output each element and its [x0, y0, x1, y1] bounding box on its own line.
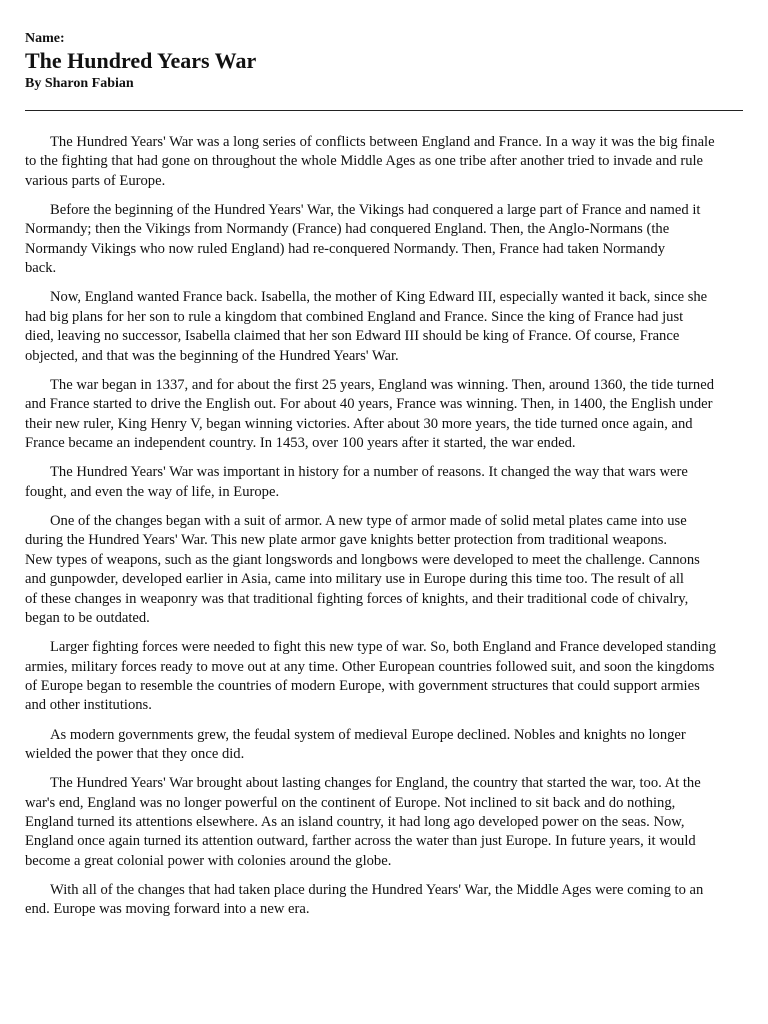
page-title: The Hundred Years War — [25, 48, 257, 73]
text-line: Larger fighting forces were needed to fight this new type of war. So, both England and France developed standing — [50, 639, 716, 656]
text-line: during the Hundred Years' War. This new plate armor gave knights better protection from traditional weapons. — [25, 532, 668, 549]
paragraph-9 — [25, 774, 743, 871]
paragraph-1 — [25, 133, 743, 191]
header-divider — [25, 110, 743, 111]
text-line: had big plans for her son to rule a kingdom that combined England and France. Since the king of France had just — [25, 308, 684, 325]
author-byline: By Sharon Fabian — [25, 76, 134, 91]
text-line: As modern governments grew, the feudal system of medieval Europe declined. Nobles and knights no longer — [50, 726, 686, 743]
text-line: war's end, England was no longer powerful on the continent of Europe. Not inclined to sit back and do nothing, — [25, 794, 676, 811]
text-line: and gunpowder, developed earlier in Asia, came into military use in Europe during this time too. The result of all — [25, 571, 684, 588]
text-line: become a great colonial power with colonies around the globe. — [25, 852, 392, 869]
text-line: The Hundred Years' War was a long series of conflicts between England and France. In a way it was the big finale — [50, 134, 715, 150]
text-line: of Europe began to resemble the countries of modern Europe, with government structures that could support armies — [25, 677, 700, 694]
text-line: France became an independent country. In 1453, over 100 years after it started, the war ended. — [25, 435, 576, 452]
paragraph-10 — [25, 881, 743, 920]
text-line: Before the beginning of the Hundred Years' War, the Vikings had conquered a large part of France and named it — [50, 202, 701, 219]
paragraph-8 — [25, 726, 743, 765]
text-line: Now, England wanted France back. Isabella, the mother of King Edward III, especially wanted it back, since she — [50, 289, 708, 306]
text-line: back. — [25, 260, 57, 277]
paragraph-4 — [25, 376, 743, 454]
paragraph-7 — [25, 638, 743, 716]
text-line: of these changes in weaponry was that traditional fighting forces of knights, and their traditional code of chivalry, — [25, 590, 689, 607]
text-line: and France started to drive the English out. For about 40 years, France was winning. Then, in 1400, the English under — [25, 396, 713, 413]
text-line: Normandy; then the Vikings from Normandy (France) had conquered England. Then, the Anglo-Normans (the — [25, 221, 670, 238]
text-line: to the fighting that had gone on throughout the whole Middle Ages as one tribe after another tried to invade and rule — [25, 153, 704, 170]
text-line: and other institutions. — [25, 697, 152, 714]
name-label: Name: — [25, 31, 65, 46]
text-line: objected, and that was the beginning of the Hundred Years' War. — [25, 347, 399, 364]
text-line: armies, military forces ready to move out at any time. Other European countries followed suit, and soon the kingdoms — [25, 658, 715, 675]
text-line: With all of the changes that had taken place during the Hundred Years' War, the Middle Ages were coming to an — [50, 881, 704, 898]
text-line: end. Europe was moving forward into a new era. — [25, 901, 310, 918]
text-line: New types of weapons, such as the giant longswords and longbows were developed to meet the challenge. Cannons — [25, 551, 700, 568]
text-line: The Hundred Years' War brought about lasting changes for England, the country that started the war, too. At the — [50, 775, 701, 792]
text-line: fought, and even the way of life, in Europe. — [25, 483, 280, 500]
paragraph-5 — [25, 463, 743, 502]
text-line: Normandy Vikings who now ruled England) had re-conquered Normandy. Then, France had taken Normandy — [25, 240, 665, 257]
text-line: various parts of Europe. — [25, 172, 166, 189]
text-line: wielded the power that they once did. — [25, 745, 245, 762]
text-line: England turned its attentions elsewhere. As an island country, it had long ago developed power on the seas. Now, — [25, 813, 685, 830]
article-body — [25, 133, 743, 920]
paragraph-2 — [25, 201, 743, 279]
text-line: began to be outdated. — [25, 609, 150, 626]
text-line: The Hundred Years' War was important in history for a number of reasons. It changed the way that wars were — [50, 464, 688, 481]
text-line: The war began in 1337, and for about the first 25 years, England was winning. Then, around 1360, the tide turned — [50, 376, 714, 393]
text-line: their new ruler, King Henry V, began winning victories. After about 30 more years, the tide turned once again, and — [25, 415, 693, 432]
text-line: One of the changes began with a suit of armor. A new type of armor made of solid metal plates came into use — [50, 512, 687, 529]
paragraph-6 — [25, 512, 743, 628]
text-line: died, leaving no successor, Isabella claimed that her son Edward III should be king of France. Of course, France — [25, 328, 680, 345]
text-line: England once again turned its attention outward, farther across the water than just Europe. In future years, it would — [25, 833, 696, 850]
paragraph-3 — [25, 288, 743, 366]
